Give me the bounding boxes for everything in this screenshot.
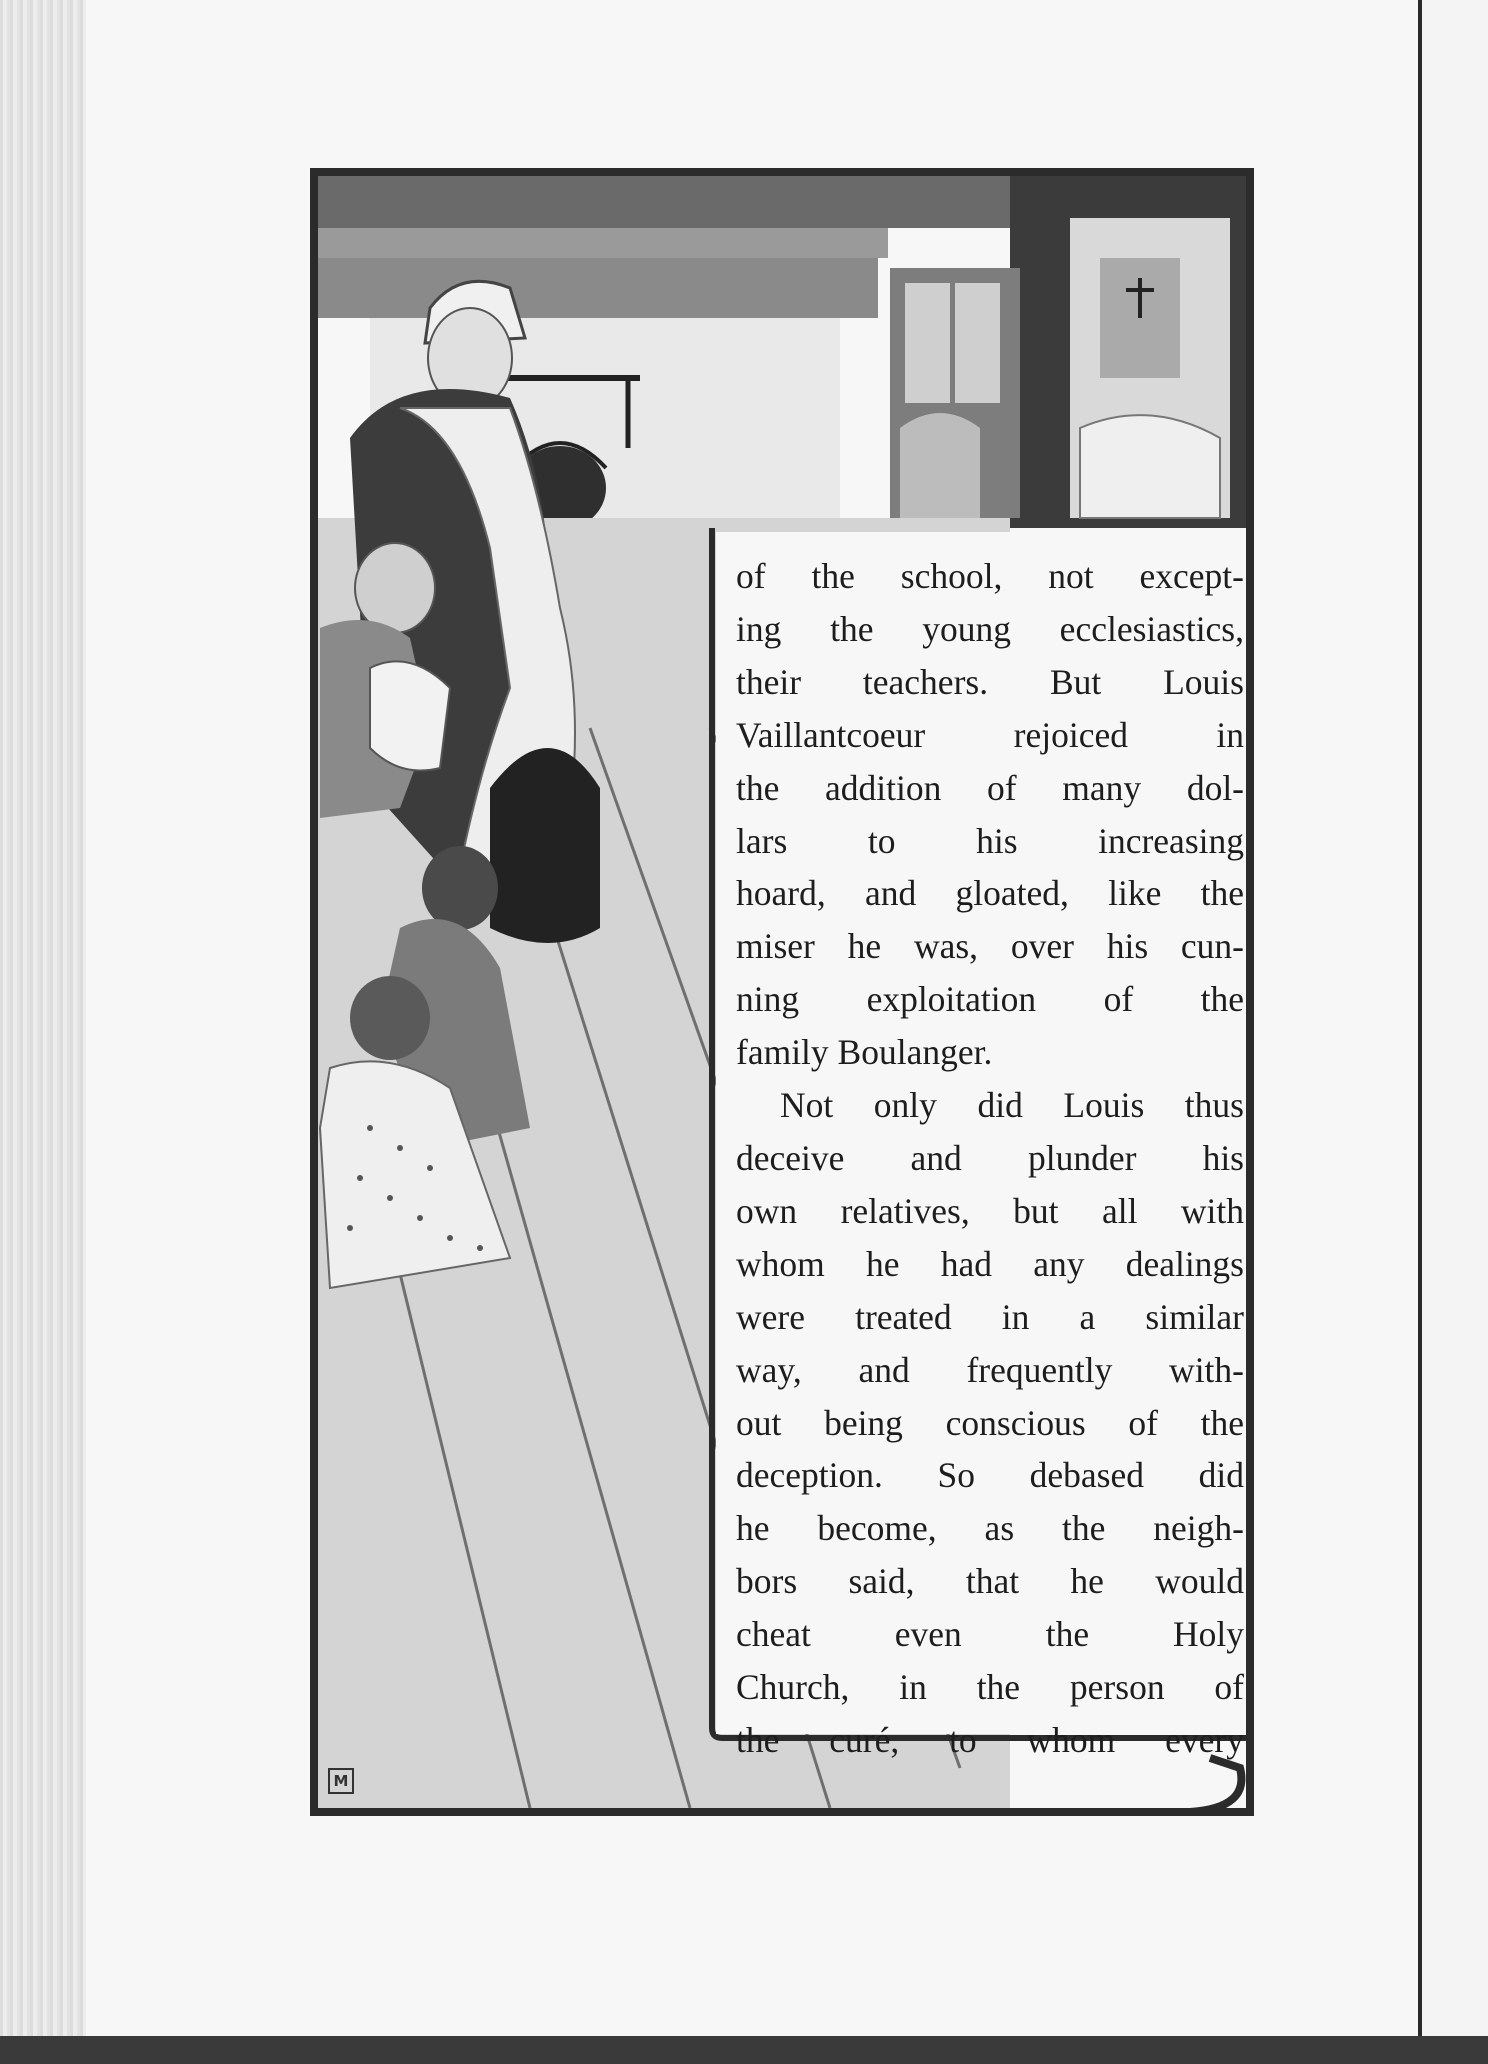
scan-bottom-border	[0, 2036, 1488, 2064]
text-line: deception. So debased did	[736, 1455, 1244, 1496]
text-line: were treated in a similar	[736, 1296, 1244, 1337]
text-line: hoard, and gloated, like the	[736, 873, 1244, 914]
text-line: the curé, to whom every	[736, 1719, 1244, 1760]
text-line: ning exploitation of the	[736, 979, 1244, 1020]
paragraph-1	[736, 550, 1244, 1079]
text-line: miser he was, over his cun-	[736, 926, 1244, 967]
text-line: out being conscious of the	[736, 1402, 1244, 1443]
text-line: the addition of many dol-	[736, 767, 1244, 808]
text-line: Church, in the person of	[736, 1667, 1244, 1708]
text-line: whom he had any dealings	[736, 1243, 1244, 1284]
text-line: ing the young ecclesiastics,	[736, 608, 1244, 649]
text-line: cheat even the Holy	[736, 1614, 1244, 1655]
text-line: he become, as the neigh-	[736, 1508, 1244, 1549]
text-line: way, and frequently with-	[736, 1349, 1244, 1390]
text-line: of the school, not except-	[736, 556, 1244, 596]
paragraph-2	[736, 1079, 1244, 1767]
text-line: family Boulanger.	[736, 1032, 993, 1073]
text-line: own relatives, but all with	[736, 1190, 1244, 1231]
body-text	[736, 550, 1244, 1767]
text-line: Not only did Louis thus	[780, 1085, 1244, 1126]
text-line: lars to his increasing	[736, 820, 1244, 861]
book-page-edge	[0, 0, 86, 2036]
text-line: Vaillantcoeur rejoiced in	[736, 714, 1244, 755]
artist-monogram: M	[328, 1768, 354, 1794]
text-line: their teachers. But Louis	[736, 661, 1244, 702]
text-line: bors said, that he would	[736, 1561, 1244, 1602]
facing-page	[1422, 0, 1488, 2036]
text-line: deceive and plunder his	[736, 1137, 1244, 1178]
